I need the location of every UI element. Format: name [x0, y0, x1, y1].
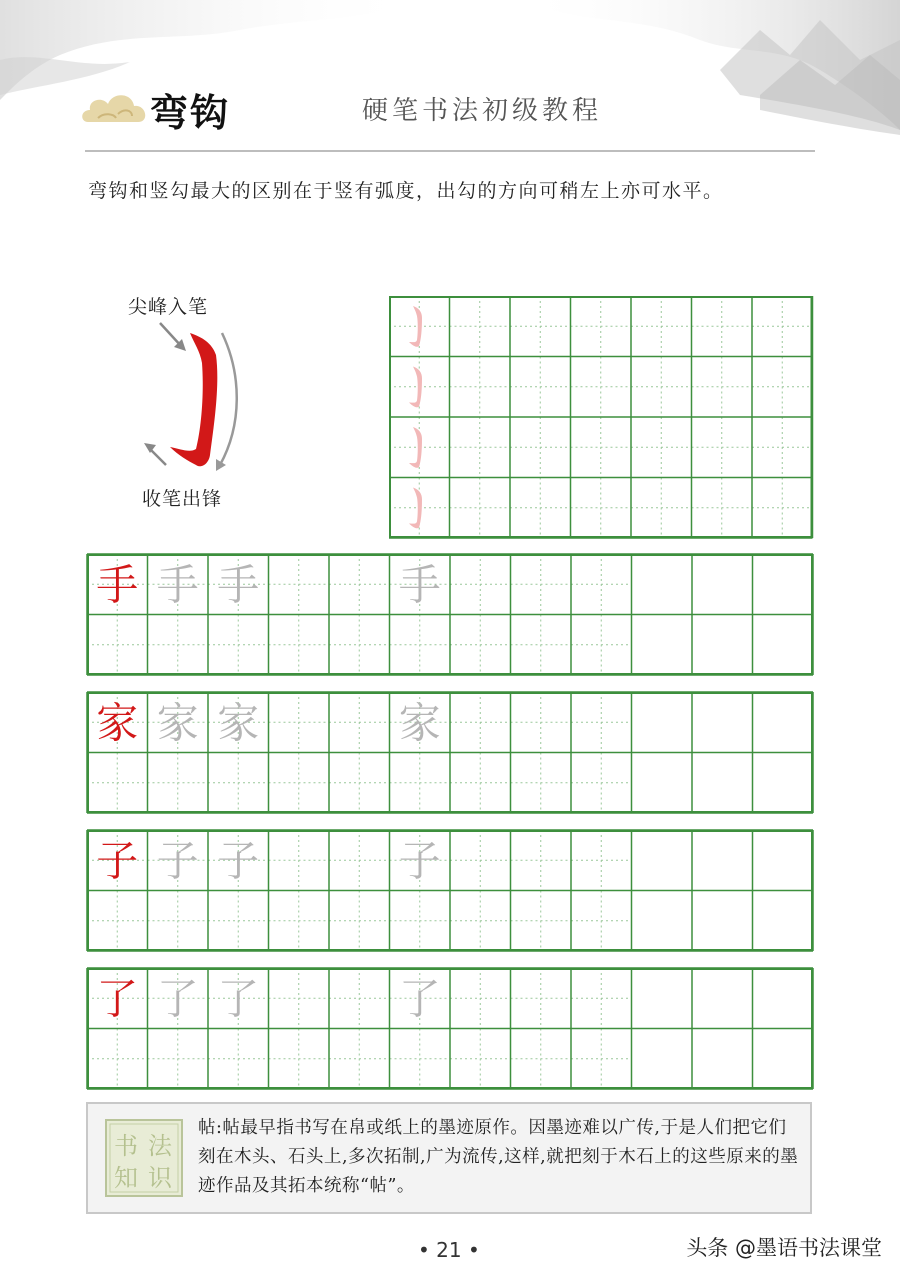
trace-character: 家	[398, 698, 441, 748]
calligraphy-knowledge-seal	[104, 1118, 184, 1198]
source-watermark: 头条 @墨语书法课堂	[686, 1236, 882, 1260]
model-character: 手	[96, 560, 139, 610]
trace-character: 家	[217, 698, 260, 748]
trace-character: 子	[156, 836, 199, 886]
seal-char-1: 书	[114, 1132, 138, 1160]
seal-char-4: 识	[148, 1164, 172, 1192]
book-subtitle: 硬笔书法初级教程	[362, 96, 603, 126]
trace-character: 手	[156, 560, 199, 610]
knowledge-text: 帖:帖最早指书写在帛或纸上的墨迹原作。因墨迹难以广传,于是人们把它们刻在木头、石头上,多次拓制,广为流传,这样,就把刻于木石上的这些原来的墨迹作品及其拓本统称“帖”。	[198, 1118, 799, 1196]
model-character: 家	[96, 698, 139, 748]
hook-stroke-diagram	[130, 315, 260, 485]
character-practice-grid	[86, 967, 814, 1090]
trace-character: 家	[156, 698, 199, 748]
seal-char-3: 知	[114, 1164, 138, 1192]
trace-character: 了	[398, 974, 441, 1024]
character-practice-grid	[86, 553, 814, 676]
page-title: 弯钩	[150, 91, 231, 135]
model-character: 子	[96, 836, 139, 886]
stroke-entry-label: 尖峰入笔	[128, 296, 209, 318]
character-practice-grid	[86, 829, 814, 952]
trace-character: 了	[217, 974, 260, 1024]
intro-text: 弯钩和竖勾最大的区别在于竖有弧度，出勾的方向可稍左上亦可水平。	[88, 180, 724, 202]
seal-char-2: 法	[148, 1132, 172, 1160]
character-practice-grid	[86, 691, 814, 814]
trace-character: 了	[156, 974, 199, 1024]
model-character: 了	[96, 974, 139, 1024]
trace-character: 子	[398, 836, 441, 886]
page-number: • 21 •	[418, 1238, 480, 1262]
trace-character: 手	[217, 560, 260, 610]
trace-character: 子	[217, 836, 260, 886]
header-divider	[85, 150, 815, 152]
stroke-exit-label: 收笔出锋	[142, 488, 223, 510]
trace-character: 手	[398, 560, 441, 610]
cloud-emblem-icon	[80, 88, 148, 128]
stroke-practice-grid	[389, 296, 814, 540]
